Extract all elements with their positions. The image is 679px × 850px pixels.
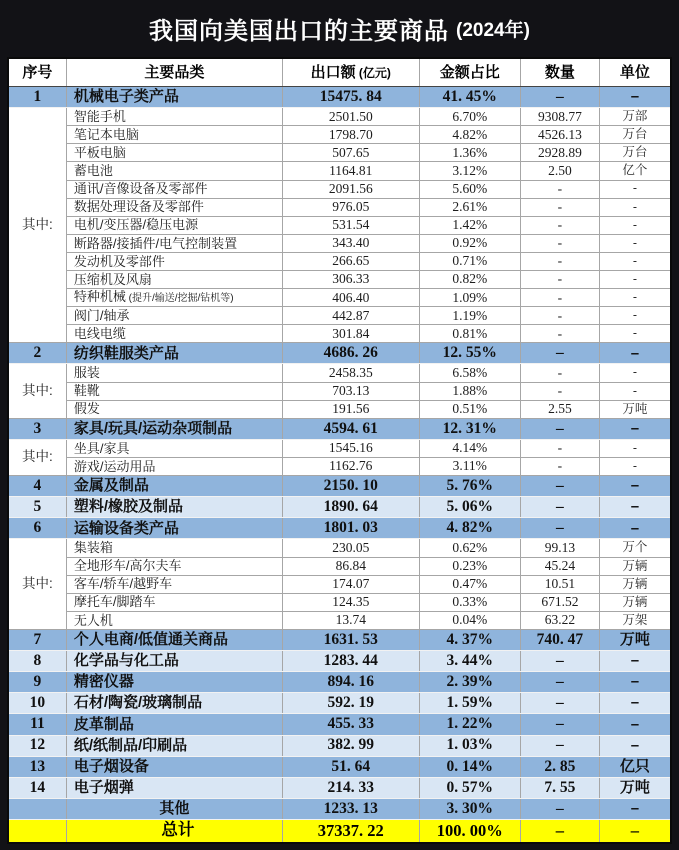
cell-category: 运输设备类产品 [66, 518, 282, 539]
cell-category: 平板电脑 [66, 144, 282, 162]
cell-unit: 万吨 [599, 629, 671, 650]
cell-category: 特种机械 (提升/输送/挖掘/钻机等) [66, 289, 282, 307]
table-row [8, 457, 671, 475]
table-row [8, 557, 671, 575]
cell-export-value: 1798.70 [282, 126, 419, 144]
cell-category: 摩托车/脚踏车 [66, 593, 282, 611]
cell-export-value: 406.40 [282, 289, 419, 307]
cell-no: 5 [8, 497, 66, 518]
col-category: 主要品类 [66, 58, 282, 87]
cell-unit: 万架 [599, 611, 671, 629]
title-year: (2024年) [456, 20, 530, 41]
cell-share: 100. 00% [419, 820, 520, 843]
cell-export-value: 1801. 03 [282, 518, 419, 539]
col-share: 金额占比 [419, 58, 520, 87]
table-body [8, 87, 671, 844]
cell-share: 5. 06% [419, 497, 520, 518]
cell-no: 14 [8, 777, 66, 798]
cell-category: 坐具/家具 [66, 439, 282, 457]
cell-unit: – [599, 820, 671, 843]
cell-no [8, 798, 66, 819]
cell-no: 6 [8, 518, 66, 539]
cell-quantity: – [520, 672, 599, 693]
cell-export-value: 266.65 [282, 252, 419, 270]
cell-quantity: – [520, 476, 599, 497]
cell-export-value: 976.05 [282, 198, 419, 216]
cell-quantity: - [520, 307, 599, 325]
col-export-value: 出口额 (亿元) [282, 58, 419, 87]
cell-share: 4. 82% [419, 518, 520, 539]
cell-share: 3.11% [419, 457, 520, 475]
cell-category: 电机/变压器/稳压电源 [66, 216, 282, 234]
cell-export-value: 4686. 26 [282, 343, 419, 364]
cell-quantity: – [520, 820, 599, 843]
export-table [7, 57, 672, 844]
table-row [8, 820, 671, 843]
cell-share: 3. 30% [419, 798, 520, 819]
table-row [8, 575, 671, 593]
table-row [8, 144, 671, 162]
cell-export-value: 455. 33 [282, 714, 419, 735]
cell-category: 化学品与化工品 [66, 651, 282, 672]
cell-export-value: 86.84 [282, 557, 419, 575]
cell-unit: 亿只 [599, 756, 671, 777]
cell-share: 1. 59% [419, 693, 520, 714]
cell-quantity: - [520, 439, 599, 457]
cell-no: 7 [8, 629, 66, 650]
table-row [8, 382, 671, 400]
cell-unit: – [599, 735, 671, 756]
table-row [8, 180, 671, 198]
cell-export-value: 592. 19 [282, 693, 419, 714]
cell-unit: 万吨 [599, 777, 671, 798]
cell-export-value: 1283. 44 [282, 651, 419, 672]
group-label-cell: 其中: [8, 108, 66, 343]
table-header [8, 58, 671, 87]
cell-export-value: 230.05 [282, 539, 419, 557]
cell-category: 假发 [66, 400, 282, 418]
col-unit: 单位 [599, 58, 671, 87]
table-row [8, 364, 671, 382]
table-row [8, 518, 671, 539]
cell-category: 发动机及零部件 [66, 252, 282, 270]
cell-share: 0.82% [419, 270, 520, 288]
cell-export-value: 2150. 10 [282, 476, 419, 497]
cell-unit: – [599, 497, 671, 518]
cell-quantity: - [520, 234, 599, 252]
table-row [8, 87, 671, 108]
cell-unit: – [599, 343, 671, 364]
cell-category: 全地形车/高尔夫车 [66, 557, 282, 575]
cell-unit: - [599, 382, 671, 400]
cell-no: 3 [8, 418, 66, 439]
cell-quantity: - [520, 216, 599, 234]
cell-no [8, 820, 66, 843]
cell-unit: 亿个 [599, 162, 671, 180]
cell-category: 个人电商/低值通关商品 [66, 629, 282, 650]
export-table-container [7, 57, 672, 844]
cell-unit: - [599, 364, 671, 382]
cell-export-value: 2091.56 [282, 180, 419, 198]
cell-quantity: – [520, 497, 599, 518]
cell-category: 阀门/轴承 [66, 307, 282, 325]
cell-category: 金属及制品 [66, 476, 282, 497]
cell-unit: - [599, 307, 671, 325]
cell-quantity: 2.50 [520, 162, 599, 180]
col-unit-note: (亿元) [355, 65, 391, 80]
table-row [8, 539, 671, 557]
cell-category: 断路器/接插件/电气控制装置 [66, 234, 282, 252]
cell-unit: - [599, 325, 671, 343]
cell-category: 鞋靴 [66, 382, 282, 400]
table-row [8, 400, 671, 418]
cell-category: 纸/纸制品/印刷品 [66, 735, 282, 756]
cell-share: 0.51% [419, 400, 520, 418]
cell-unit: 万辆 [599, 575, 671, 593]
cell-export-value: 1631. 53 [282, 629, 419, 650]
cell-quantity: - [520, 252, 599, 270]
cell-quantity: - [520, 180, 599, 198]
cell-no: 13 [8, 756, 66, 777]
cell-unit: 万辆 [599, 593, 671, 611]
cell-export-value: 191.56 [282, 400, 419, 418]
cell-export-value: 2501.50 [282, 108, 419, 126]
group-label-cell: 其中: [8, 364, 66, 418]
table-row [8, 629, 671, 650]
cell-quantity: - [520, 382, 599, 400]
cell-quantity: – [520, 798, 599, 819]
cell-quantity: – [520, 735, 599, 756]
cell-unit: 万个 [599, 539, 671, 557]
cell-unit: - [599, 289, 671, 307]
cell-export-value: 382. 99 [282, 735, 419, 756]
cell-export-value: 703.13 [282, 382, 419, 400]
table-row [8, 252, 671, 270]
cell-no: 8 [8, 651, 66, 672]
cell-export-value: 343.40 [282, 234, 419, 252]
cell-no: 2 [8, 343, 66, 364]
cell-unit: - [599, 270, 671, 288]
cell-unit: - [599, 180, 671, 198]
cell-category: 电子烟弹 [66, 777, 282, 798]
cell-category: 机械电子类产品 [66, 87, 282, 108]
cell-export-value: 1890. 64 [282, 497, 419, 518]
cell-category: 石材/陶瓷/玻璃制品 [66, 693, 282, 714]
cell-export-value: 51. 64 [282, 756, 419, 777]
cell-share: 1.88% [419, 382, 520, 400]
cell-share: 5.60% [419, 180, 520, 198]
cell-export-value: 1164.81 [282, 162, 419, 180]
cell-quantity: - [520, 325, 599, 343]
cell-quantity: – [520, 693, 599, 714]
cell-quantity: – [520, 714, 599, 735]
cell-no: 1 [8, 87, 66, 108]
cell-export-value: 174.07 [282, 575, 419, 593]
table-row [8, 325, 671, 343]
group-label-cell: 其中: [8, 539, 66, 629]
page-title [0, 0, 679, 57]
table-row [8, 270, 671, 288]
cell-share: 0.04% [419, 611, 520, 629]
cell-category: 服装 [66, 364, 282, 382]
cell-quantity: – [520, 87, 599, 108]
table-row [8, 198, 671, 216]
cell-quantity: 2.55 [520, 400, 599, 418]
cell-category: 精密仪器 [66, 672, 282, 693]
cell-quantity: - [520, 457, 599, 475]
cell-share: 0.23% [419, 557, 520, 575]
cell-share: 6.70% [419, 108, 520, 126]
cell-category: 数据处理设备及零部件 [66, 198, 282, 216]
cell-share: 0.92% [419, 234, 520, 252]
table-row [8, 777, 671, 798]
cell-quantity: – [520, 651, 599, 672]
table-row [8, 476, 671, 497]
table-row [8, 162, 671, 180]
cell-share: 4.14% [419, 439, 520, 457]
cell-quantity: 10.51 [520, 575, 599, 593]
cell-unit: - [599, 234, 671, 252]
cell-export-value: 15475. 84 [282, 87, 419, 108]
cell-no: 9 [8, 672, 66, 693]
cell-quantity: – [520, 518, 599, 539]
cell-category: 智能手机 [66, 108, 282, 126]
cell-unit: – [599, 651, 671, 672]
table-row [8, 798, 671, 819]
col-no: 序号 [8, 58, 66, 87]
cell-export-value: 1545.16 [282, 439, 419, 457]
cell-export-value: 124.35 [282, 593, 419, 611]
table-row [8, 611, 671, 629]
cell-unit: – [599, 798, 671, 819]
cell-category: 其他 [66, 798, 282, 819]
cell-category: 无人机 [66, 611, 282, 629]
col-quantity: 数量 [520, 58, 599, 87]
cell-share: 1.42% [419, 216, 520, 234]
table-row [8, 756, 671, 777]
cell-quantity: 99.13 [520, 539, 599, 557]
cell-unit: – [599, 476, 671, 497]
table-row [8, 234, 671, 252]
title-text: 我国向美国出口的主要商品 [149, 18, 450, 45]
cell-share: 1. 22% [419, 714, 520, 735]
cell-category: 游戏/运动用品 [66, 457, 282, 475]
cell-export-value: 13.74 [282, 611, 419, 629]
table-row [8, 126, 671, 144]
cell-share: 5. 76% [419, 476, 520, 497]
cell-export-value: 894. 16 [282, 672, 419, 693]
cell-category: 集装箱 [66, 539, 282, 557]
cell-export-value: 442.87 [282, 307, 419, 325]
cell-share: 2.61% [419, 198, 520, 216]
cell-export-value: 1233. 13 [282, 798, 419, 819]
cell-unit: – [599, 714, 671, 735]
table-row [8, 439, 671, 457]
table-row [8, 497, 671, 518]
cell-share: 12. 55% [419, 343, 520, 364]
cell-category: 皮革制品 [66, 714, 282, 735]
cell-share: 1.19% [419, 307, 520, 325]
cell-no: 10 [8, 693, 66, 714]
cell-category: 压缩机及风扇 [66, 270, 282, 288]
table-row [8, 343, 671, 364]
cell-quantity: - [520, 198, 599, 216]
cell-quantity: 740. 47 [520, 629, 599, 650]
cell-share: 0.62% [419, 539, 520, 557]
cell-category: 客车/轿车/越野车 [66, 575, 282, 593]
cell-quantity: 63.22 [520, 611, 599, 629]
cell-share: 0.47% [419, 575, 520, 593]
cell-export-value: 1162.76 [282, 457, 419, 475]
cell-category: 家具/玩具/运动杂项制品 [66, 418, 282, 439]
cell-quantity: - [520, 270, 599, 288]
group-label-cell: 其中: [8, 439, 66, 475]
cell-export-value: 531.54 [282, 216, 419, 234]
table-row [8, 593, 671, 611]
cell-unit: 万部 [599, 108, 671, 126]
cell-share: 1.36% [419, 144, 520, 162]
cell-export-value: 301.84 [282, 325, 419, 343]
table-row [8, 672, 671, 693]
cell-share: 0.81% [419, 325, 520, 343]
cell-unit: – [599, 518, 671, 539]
table-row [8, 289, 671, 307]
cell-quantity: – [520, 418, 599, 439]
cell-unit: – [599, 87, 671, 108]
cell-export-value: 2458.35 [282, 364, 419, 382]
cell-share: 3.12% [419, 162, 520, 180]
cell-quantity: 671.52 [520, 593, 599, 611]
table-row [8, 307, 671, 325]
cell-quantity: 2. 85 [520, 756, 599, 777]
cell-category: 塑料/橡胶及制品 [66, 497, 282, 518]
cell-quantity: 4526.13 [520, 126, 599, 144]
cell-unit: - [599, 198, 671, 216]
cell-unit: 万台 [599, 126, 671, 144]
cell-share: 4. 37% [419, 629, 520, 650]
cell-quantity: - [520, 364, 599, 382]
table-row [8, 418, 671, 439]
cell-quantity: 9308.77 [520, 108, 599, 126]
cell-quantity: - [520, 289, 599, 307]
cell-unit: 万辆 [599, 557, 671, 575]
cell-quantity: – [520, 343, 599, 364]
table-row [8, 108, 671, 126]
cell-category: 笔记本电脑 [66, 126, 282, 144]
cell-share: 0. 14% [419, 756, 520, 777]
cell-export-value: 507.65 [282, 144, 419, 162]
cell-category: 电子烟设备 [66, 756, 282, 777]
cell-share: 1.09% [419, 289, 520, 307]
cell-category: 总计 [66, 820, 282, 843]
cell-category: 纺织鞋服类产品 [66, 343, 282, 364]
cell-export-value: 214. 33 [282, 777, 419, 798]
cell-no: 11 [8, 714, 66, 735]
table-row [8, 651, 671, 672]
category-note: (提升/输送/挖掘/钻机等) [125, 293, 234, 305]
cell-unit: – [599, 672, 671, 693]
cell-unit: - [599, 252, 671, 270]
cell-unit: 万吨 [599, 400, 671, 418]
cell-category: 通讯/音像设备及零部件 [66, 180, 282, 198]
header-row [8, 58, 671, 87]
cell-quantity: 2928.89 [520, 144, 599, 162]
cell-share: 0.33% [419, 593, 520, 611]
cell-quantity: 45.24 [520, 557, 599, 575]
cell-export-value: 4594. 61 [282, 418, 419, 439]
cell-share: 41. 45% [419, 87, 520, 108]
cell-unit: – [599, 693, 671, 714]
cell-export-value: 37337. 22 [282, 820, 419, 843]
cell-unit: - [599, 439, 671, 457]
cell-no: 12 [8, 735, 66, 756]
cell-export-value: 306.33 [282, 270, 419, 288]
cell-quantity: 7. 55 [520, 777, 599, 798]
cell-share: 0. 57% [419, 777, 520, 798]
table-row [8, 714, 671, 735]
cell-unit: - [599, 216, 671, 234]
cell-share: 0.71% [419, 252, 520, 270]
cell-share: 3. 44% [419, 651, 520, 672]
cell-category: 电线电缆 [66, 325, 282, 343]
table-row [8, 735, 671, 756]
cell-share: 1. 03% [419, 735, 520, 756]
cell-share: 6.58% [419, 364, 520, 382]
cell-share: 4.82% [419, 126, 520, 144]
cell-share: 2. 39% [419, 672, 520, 693]
table-row [8, 693, 671, 714]
cell-category: 蓄电池 [66, 162, 282, 180]
cell-share: 12. 31% [419, 418, 520, 439]
cell-unit: – [599, 418, 671, 439]
cell-unit: 万台 [599, 144, 671, 162]
table-row [8, 216, 671, 234]
cell-no: 4 [8, 476, 66, 497]
cell-unit: - [599, 457, 671, 475]
